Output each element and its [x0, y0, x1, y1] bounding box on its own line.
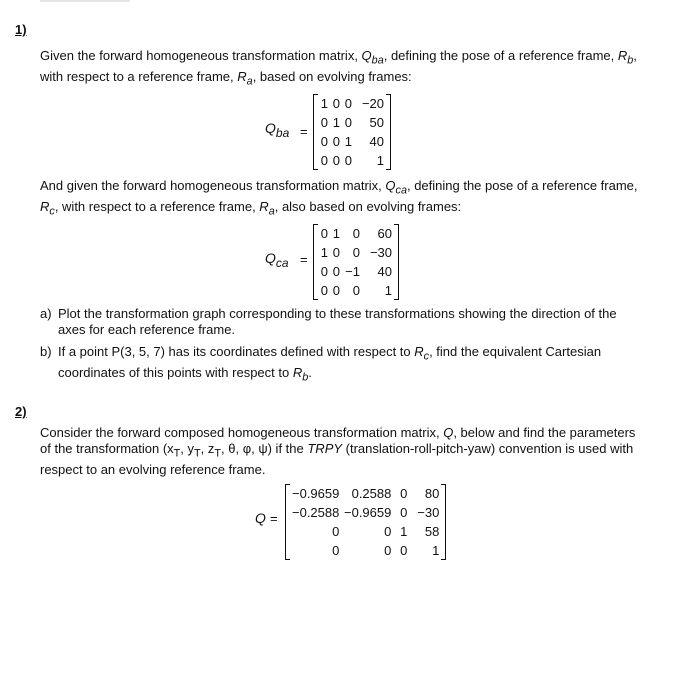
matrix-cell: −0.2588	[292, 505, 340, 520]
matrix-cell: 0	[352, 245, 360, 260]
matrix-cell: 0	[384, 524, 392, 539]
matrix-cell: 1	[376, 153, 384, 168]
matrix-cell: 1	[332, 226, 340, 241]
matrix-cell: 0	[332, 96, 340, 111]
matrix-cell: 60	[377, 226, 392, 241]
matrix-cell: 1	[384, 283, 392, 298]
matrix-row	[318, 113, 386, 132]
matrix-cell: 1	[400, 524, 408, 539]
matrix-row	[290, 484, 441, 503]
q1-intro2-paragraph: And given the forward homogeneous transformation matrix, $Q_{ca}$, defining the pose of a reference frame, $R_c$, with respect to a reference frame, $R_a$, also based on evolving frames:	[40, 178, 638, 218]
matrix-row	[318, 281, 394, 300]
matrix-cell: 0	[332, 134, 340, 149]
matrix-cell: 0	[332, 283, 340, 298]
matrix-cell: 1	[432, 543, 440, 558]
matrix-ba	[318, 94, 386, 170]
matrix-q-equals: =	[270, 511, 278, 526]
matrix-cell: 1	[344, 134, 352, 149]
top-divider	[40, 0, 130, 2]
matrix-ba-label: $Q_{ba}$	[265, 120, 290, 140]
matrix-cell: 50	[369, 115, 384, 130]
matrix-cell: 0	[332, 245, 340, 260]
matrix-ca-equals: =	[300, 252, 308, 267]
question-1-number: 1)	[15, 22, 27, 37]
matrix-row	[290, 522, 441, 541]
matrix-cell: 1	[332, 115, 340, 130]
matrix-row	[318, 132, 386, 151]
matrix-cell: 40	[377, 264, 392, 279]
matrix-cell: −0.9659	[292, 486, 340, 501]
matrix-row	[318, 262, 394, 281]
matrix-cell: −30	[417, 505, 440, 520]
matrix-cell: 0	[344, 96, 352, 111]
matrix-ca-label: $Q_{ca}$	[265, 250, 289, 270]
matrix-cell: 0	[344, 153, 352, 168]
matrix-cell: −1	[345, 264, 360, 279]
matrix-ca	[318, 224, 394, 300]
matrix-cell: 0	[400, 486, 408, 501]
matrix-cell: 0	[344, 115, 352, 130]
matrix-cell: 0	[320, 264, 328, 279]
matrix-cell: 0	[320, 115, 328, 130]
matrix-cell: 0	[352, 226, 360, 241]
matrix-cell: −20	[361, 96, 384, 111]
matrix-cell: 0	[320, 226, 328, 241]
matrix-q-label: Q	[255, 510, 266, 526]
matrix-cell: 0	[332, 524, 340, 539]
matrix-cell: 0	[352, 283, 360, 298]
question-2-number: 2)	[15, 404, 27, 419]
matrix-cell: 40	[369, 134, 384, 149]
matrix-cell: 0	[320, 134, 328, 149]
q2-paragraph: Consider the forward composed homogeneous transformation matrix, Q, below and find the parameters of the transformation ($x_T$, $y_T$, $z_T$, θ, φ, ψ) if the TRPY (translation-roll-pitch-yaw) convention is used with respect to an evolving reference frame.	[40, 425, 636, 477]
matrix-q	[290, 484, 441, 560]
matrix-cell: 1	[320, 96, 328, 111]
matrix-cell: −30	[369, 245, 392, 260]
matrix-row	[290, 503, 441, 522]
matrix-cell: 58	[424, 524, 440, 539]
matrix-ba-equals: =	[300, 124, 308, 139]
matrix-cell: 1	[320, 245, 328, 260]
matrix-row	[318, 243, 394, 262]
q1-intro-paragraph: Given the forward homogeneous transformation matrix, $Q_{ba}$, defining the pose of a reference frame, $R_b$, with respect to a reference frame, $R_a$, based on evolving frames:	[40, 48, 637, 88]
matrix-row	[318, 151, 386, 170]
matrix-cell: 0	[332, 543, 340, 558]
matrix-cell: 0	[320, 153, 328, 168]
matrix-cell: 0	[332, 153, 340, 168]
matrix-cell: 80	[424, 486, 440, 501]
matrix-row	[318, 224, 394, 243]
matrix-cell: 0.2588	[351, 486, 392, 501]
part-a: a) Plot the transformation graph corresponding to these transformations showing the direction of the axes for each reference frame.	[40, 306, 617, 337]
matrix-cell: 0	[384, 543, 392, 558]
matrix-cell: 0	[332, 264, 340, 279]
matrix-cell: 0	[320, 283, 328, 298]
matrix-row	[318, 94, 386, 113]
matrix-cell: 0	[400, 543, 408, 558]
matrix-cell: 0	[400, 505, 408, 520]
matrix-cell: −0.9659	[344, 505, 392, 520]
matrix-row	[290, 541, 441, 560]
part-b: b) If a point P(3, 5, 7) has its coordinates defined with respect to $R_c$, find the equivalent Cartesian coordinates of this points with respect to $R_b$.	[40, 344, 602, 384]
